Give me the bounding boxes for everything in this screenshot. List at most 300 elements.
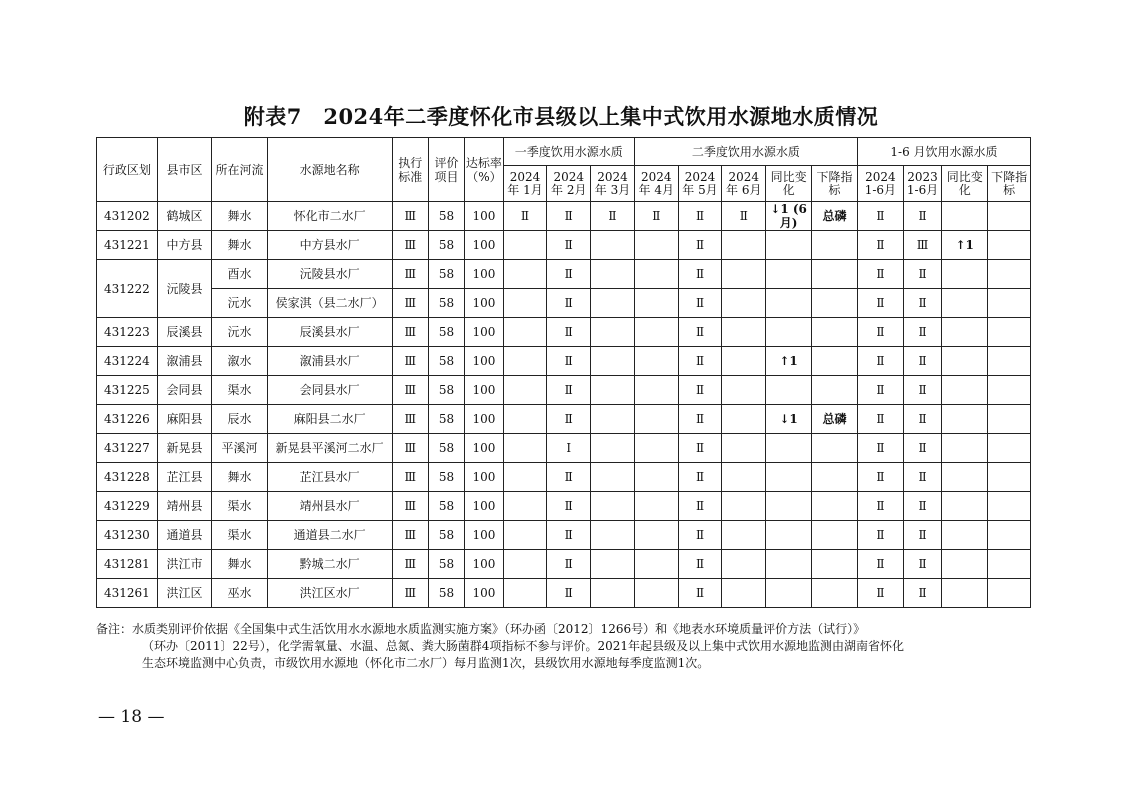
header-county: 县市区 (157, 138, 211, 202)
header-h1: 1-6 月饮用水源水质 (857, 138, 1030, 166)
cell-m2: Ⅱ (547, 521, 591, 550)
table-row (97, 231, 1031, 260)
cell-m2: Ⅱ (547, 347, 591, 376)
cell-y2024: Ⅱ (857, 550, 903, 579)
cell-m6 (722, 231, 766, 260)
header-code: 行政区划 (97, 138, 158, 202)
cell-m5: Ⅱ (678, 434, 722, 463)
table-row (97, 550, 1031, 579)
cell-dropped2 (988, 579, 1031, 608)
cell-y2023: Ⅱ (903, 202, 941, 231)
cell-rate: 100 (465, 550, 503, 579)
cell-m5: Ⅱ (678, 347, 722, 376)
cell-m3 (591, 434, 635, 463)
cell-m3 (591, 318, 635, 347)
cell-m6 (722, 550, 766, 579)
cell-yoy2 (942, 347, 988, 376)
table-row (97, 405, 1031, 434)
cell-m4 (634, 492, 678, 521)
cell-items: 58 (428, 579, 464, 608)
cell-river: 渠水 (212, 492, 268, 521)
cell-y2023: Ⅱ (903, 260, 941, 289)
cell-dropped2 (988, 318, 1031, 347)
cell-y2023: Ⅱ (903, 463, 941, 492)
cell-source: 溆浦县水厂 (267, 347, 392, 376)
cell-source: 怀化市二水厂 (267, 202, 392, 231)
cell-y2024: Ⅱ (857, 347, 903, 376)
cell-m6 (722, 260, 766, 289)
cell-rate: 100 (465, 579, 503, 608)
cell-y2024: Ⅱ (857, 202, 903, 231)
cell-m4: Ⅱ (634, 202, 678, 231)
cell-rate: 100 (465, 463, 503, 492)
cell-dropped (812, 463, 858, 492)
cell-m5: Ⅱ (678, 376, 722, 405)
cell-standard: Ⅲ (392, 347, 428, 376)
cell-code: 431261 (97, 579, 158, 608)
cell-m2: Ⅱ (547, 550, 591, 579)
cell-m4 (634, 550, 678, 579)
cell-county: 新晃县 (157, 434, 211, 463)
cell-y2023: Ⅱ (903, 550, 941, 579)
cell-m3 (591, 550, 635, 579)
table-row (97, 579, 1031, 608)
cell-m1 (503, 231, 547, 260)
cell-standard: Ⅲ (392, 521, 428, 550)
cell-m4 (634, 579, 678, 608)
page-title: 附表7 2024年二季度怀化市县级以上集中式饮用水源地水质情况 (243, 104, 879, 129)
cell-m5: Ⅱ (678, 492, 722, 521)
cell-y2024: Ⅱ (857, 405, 903, 434)
cell-rate: 100 (465, 492, 503, 521)
cell-river: 舞水 (212, 463, 268, 492)
cell-code: 431230 (97, 521, 158, 550)
cell-m6 (722, 434, 766, 463)
cell-river: 酉水 (212, 260, 268, 289)
cell-yoy2 (942, 521, 988, 550)
cell-m3 (591, 492, 635, 521)
notes (96, 621, 1041, 672)
cell-m1 (503, 492, 547, 521)
cell-m4 (634, 434, 678, 463)
cell-m6: Ⅱ (722, 202, 766, 231)
cell-source: 中方县水厂 (267, 231, 392, 260)
cell-county: 沅陵县 (157, 260, 211, 318)
cell-m6 (722, 579, 766, 608)
header-yoy2: 同比变化 (942, 166, 988, 202)
cell-source: 会同县水厂 (267, 376, 392, 405)
cell-y2023: Ⅲ (903, 231, 941, 260)
cell-river: 渠水 (212, 376, 268, 405)
cell-dropped (812, 260, 858, 289)
cell-m1 (503, 260, 547, 289)
header-2023-h1: 2023 1-6月 (903, 166, 941, 202)
table-row (97, 318, 1031, 347)
cell-county: 辰溪县 (157, 318, 211, 347)
cell-items: 58 (428, 202, 464, 231)
header-q2: 二季度饮用水源水质 (634, 138, 857, 166)
cell-m2: Ⅱ (547, 579, 591, 608)
cell-yoy (766, 434, 812, 463)
cell-dropped: 总磷 (812, 405, 858, 434)
cell-yoy2 (942, 289, 988, 318)
cell-m5: Ⅱ (678, 318, 722, 347)
cell-source: 靖州县水厂 (267, 492, 392, 521)
cell-dropped2 (988, 550, 1031, 579)
cell-y2023: Ⅱ (903, 405, 941, 434)
cell-m1 (503, 521, 547, 550)
cell-m5: Ⅱ (678, 231, 722, 260)
cell-yoy2 (942, 434, 988, 463)
cell-m2: Ⅱ (547, 492, 591, 521)
cell-river: 溆水 (212, 347, 268, 376)
header-month: 2024 年 3月 (591, 166, 635, 202)
cell-y2024: Ⅱ (857, 492, 903, 521)
header-q1: 一季度饮用水源水质 (503, 138, 634, 166)
table-row (97, 260, 1031, 289)
cell-source: 通道县二水厂 (267, 521, 392, 550)
cell-y2023: Ⅱ (903, 318, 941, 347)
cell-m2: Ⅱ (547, 376, 591, 405)
header-month: 2024 年 1月 (503, 166, 547, 202)
table-row (97, 434, 1031, 463)
cell-code: 431225 (97, 376, 158, 405)
cell-river: 渠水 (212, 521, 268, 550)
cell-standard: Ⅲ (392, 463, 428, 492)
cell-items: 58 (428, 231, 464, 260)
cell-dropped2 (988, 231, 1031, 260)
cell-m3 (591, 260, 635, 289)
cell-standard: Ⅲ (392, 289, 428, 318)
cell-dropped (812, 434, 858, 463)
notes-line-3: 生态环境监测中心负责，市级饮用水源地（怀化市二水厂）每月监测1次，县级饮用水源地每季度监测1次。 (142, 656, 710, 670)
cell-y2024: Ⅱ (857, 289, 903, 318)
cell-m3 (591, 347, 635, 376)
cell-m6 (722, 492, 766, 521)
cell-rate: 100 (465, 260, 503, 289)
cell-y2023: Ⅱ (903, 289, 941, 318)
cell-m5: Ⅱ (678, 289, 722, 318)
cell-m3: Ⅱ (591, 202, 635, 231)
cell-dropped2 (988, 376, 1031, 405)
cell-m1 (503, 289, 547, 318)
cell-yoy2 (942, 550, 988, 579)
cell-county: 芷江县 (157, 463, 211, 492)
cell-source: 黔城二水厂 (267, 550, 392, 579)
cell-items: 58 (428, 376, 464, 405)
cell-y2024: Ⅱ (857, 579, 903, 608)
cell-m1 (503, 434, 547, 463)
cell-items: 58 (428, 405, 464, 434)
cell-standard: Ⅲ (392, 550, 428, 579)
cell-dropped (812, 492, 858, 521)
cell-m6 (722, 347, 766, 376)
cell-dropped2 (988, 492, 1031, 521)
cell-y2024: Ⅱ (857, 260, 903, 289)
cell-source: 辰溪县水厂 (267, 318, 392, 347)
cell-standard: Ⅲ (392, 231, 428, 260)
cell-y2024: Ⅱ (857, 463, 903, 492)
cell-dropped (812, 579, 858, 608)
cell-code: 431227 (97, 434, 158, 463)
cell-dropped2 (988, 260, 1031, 289)
cell-county: 靖州县 (157, 492, 211, 521)
cell-yoy (766, 289, 812, 318)
cell-m2: Ⅱ (547, 289, 591, 318)
cell-standard: Ⅲ (392, 492, 428, 521)
cell-county: 鹤城区 (157, 202, 211, 231)
page-number: — 18 — (98, 707, 165, 727)
cell-code: 431228 (97, 463, 158, 492)
cell-yoy: ↓1 (766, 405, 812, 434)
cell-dropped (812, 376, 858, 405)
header-yoy: 同比变化 (766, 166, 812, 202)
water-quality-table (96, 137, 1031, 608)
cell-m3 (591, 405, 635, 434)
header-source: 水源地名称 (267, 138, 392, 202)
cell-dropped2 (988, 521, 1031, 550)
cell-dropped2 (988, 434, 1031, 463)
header-month: 2024 年 4月 (634, 166, 678, 202)
cell-m1: Ⅱ (503, 202, 547, 231)
header-dropped2: 下降指标 (988, 166, 1031, 202)
cell-dropped2 (988, 289, 1031, 318)
cell-rate: 100 (465, 202, 503, 231)
cell-m5: Ⅱ (678, 521, 722, 550)
cell-items: 58 (428, 492, 464, 521)
cell-m6 (722, 463, 766, 492)
cell-yoy (766, 463, 812, 492)
cell-m1 (503, 579, 547, 608)
cell-m4 (634, 405, 678, 434)
cell-standard: Ⅲ (392, 434, 428, 463)
cell-m2: Ⅱ (547, 231, 591, 260)
cell-m3 (591, 579, 635, 608)
cell-rate: 100 (465, 347, 503, 376)
notes-line-2: （环办〔2011〕22号），化学需氧量、水温、总氮、粪大肠菌群4项指标不参与评价。2021年起县级及以上集中式饮用水源地监测由湖南省怀化 (142, 639, 904, 653)
cell-dropped2 (988, 347, 1031, 376)
cell-m2: Ⅱ (547, 463, 591, 492)
cell-yoy2 (942, 202, 988, 231)
cell-source: 沅陵县水厂 (267, 260, 392, 289)
cell-dropped: 总磷 (812, 202, 858, 231)
cell-rate: 100 (465, 405, 503, 434)
cell-code: 431229 (97, 492, 158, 521)
table-row (97, 202, 1031, 231)
cell-standard: Ⅲ (392, 579, 428, 608)
cell-m1 (503, 376, 547, 405)
cell-yoy (766, 318, 812, 347)
cell-dropped (812, 347, 858, 376)
cell-m4 (634, 289, 678, 318)
cell-rate: 100 (465, 376, 503, 405)
cell-m3 (591, 231, 635, 260)
cell-items: 58 (428, 260, 464, 289)
cell-yoy (766, 521, 812, 550)
cell-m4 (634, 376, 678, 405)
cell-m5: Ⅱ (678, 579, 722, 608)
cell-m3 (591, 289, 635, 318)
table-row (97, 492, 1031, 521)
cell-dropped (812, 521, 858, 550)
cell-m4 (634, 521, 678, 550)
cell-code: 431222 (97, 260, 158, 318)
cell-source: 洪江区水厂 (267, 579, 392, 608)
cell-yoy: ↓1 (6月) (766, 202, 812, 231)
cell-county: 麻阳县 (157, 405, 211, 434)
cell-m5: Ⅱ (678, 405, 722, 434)
cell-code: 431226 (97, 405, 158, 434)
cell-m1 (503, 463, 547, 492)
cell-source: 芷江县水厂 (267, 463, 392, 492)
cell-yoy (766, 579, 812, 608)
cell-m3 (591, 376, 635, 405)
cell-river: 巫水 (212, 579, 268, 608)
cell-m6 (722, 405, 766, 434)
cell-items: 58 (428, 318, 464, 347)
cell-y2023: Ⅱ (903, 521, 941, 550)
header-month: 2024 年 6月 (722, 166, 766, 202)
cell-m4 (634, 463, 678, 492)
cell-dropped2 (988, 202, 1031, 231)
cell-m5: Ⅱ (678, 260, 722, 289)
cell-yoy2: ↑1 (942, 231, 988, 260)
cell-dropped (812, 318, 858, 347)
cell-yoy2 (942, 376, 988, 405)
cell-yoy (766, 550, 812, 579)
header-items: 评价项目 (428, 138, 464, 202)
table-row (97, 521, 1031, 550)
cell-county: 溆浦县 (157, 347, 211, 376)
cell-yoy (766, 376, 812, 405)
cell-county: 中方县 (157, 231, 211, 260)
cell-yoy2 (942, 405, 988, 434)
cell-code: 431202 (97, 202, 158, 231)
header-month: 2024 年 2月 (547, 166, 591, 202)
cell-yoy2 (942, 463, 988, 492)
cell-m3 (591, 521, 635, 550)
header-rate: 达标率（%） (465, 138, 503, 202)
cell-y2023: Ⅱ (903, 376, 941, 405)
cell-items: 58 (428, 550, 464, 579)
table-row (97, 347, 1031, 376)
cell-m2: Ⅱ (547, 260, 591, 289)
cell-m2: Ⅱ (547, 405, 591, 434)
header-2024-h1: 2024 1-6月 (857, 166, 903, 202)
cell-rate: 100 (465, 434, 503, 463)
cell-standard: Ⅲ (392, 405, 428, 434)
cell-m1 (503, 550, 547, 579)
cell-source: 新晃县平溪河二水厂 (267, 434, 392, 463)
cell-county: 洪江市 (157, 550, 211, 579)
cell-m2: Ⅱ (547, 202, 591, 231)
cell-dropped (812, 289, 858, 318)
header-standard: 执行标准 (392, 138, 428, 202)
cell-standard: Ⅲ (392, 318, 428, 347)
cell-county: 通道县 (157, 521, 211, 550)
cell-m5: Ⅱ (678, 463, 722, 492)
cell-y2024: Ⅱ (857, 521, 903, 550)
cell-dropped (812, 231, 858, 260)
header-river: 所在河流 (212, 138, 268, 202)
cell-items: 58 (428, 521, 464, 550)
cell-items: 58 (428, 463, 464, 492)
cell-y2024: Ⅱ (857, 434, 903, 463)
cell-river: 舞水 (212, 202, 268, 231)
table-row (97, 463, 1031, 492)
table-row (97, 289, 1031, 318)
cell-yoy (766, 260, 812, 289)
cell-dropped2 (988, 463, 1031, 492)
cell-code: 431281 (97, 550, 158, 579)
cell-river: 辰水 (212, 405, 268, 434)
cell-m6 (722, 318, 766, 347)
cell-m1 (503, 347, 547, 376)
cell-yoy2 (942, 260, 988, 289)
cell-m2: Ⅰ (547, 434, 591, 463)
cell-river: 沅水 (212, 318, 268, 347)
cell-m5: Ⅱ (678, 202, 722, 231)
cell-rate: 100 (465, 289, 503, 318)
cell-standard: Ⅲ (392, 260, 428, 289)
cell-river: 沅水 (212, 289, 268, 318)
cell-source: 侯家淇（县二水厂） (267, 289, 392, 318)
cell-y2024: Ⅱ (857, 318, 903, 347)
cell-code: 431221 (97, 231, 158, 260)
cell-dropped2 (988, 405, 1031, 434)
cell-river: 平溪河 (212, 434, 268, 463)
cell-yoy (766, 492, 812, 521)
cell-code: 431223 (97, 318, 158, 347)
cell-y2024: Ⅱ (857, 376, 903, 405)
cell-items: 58 (428, 347, 464, 376)
cell-m1 (503, 318, 547, 347)
cell-source: 麻阳县二水厂 (267, 405, 392, 434)
cell-m6 (722, 521, 766, 550)
header-dropped: 下降指标 (812, 166, 858, 202)
cell-m4 (634, 347, 678, 376)
cell-items: 58 (428, 289, 464, 318)
cell-river: 舞水 (212, 550, 268, 579)
cell-yoy2 (942, 318, 988, 347)
cell-rate: 100 (465, 318, 503, 347)
cell-m3 (591, 463, 635, 492)
cell-yoy2 (942, 579, 988, 608)
cell-rate: 100 (465, 231, 503, 260)
cell-y2023: Ⅱ (903, 347, 941, 376)
cell-y2023: Ⅱ (903, 434, 941, 463)
cell-yoy: ↑1 (766, 347, 812, 376)
notes-line-1: 水质类别评价依据《全国集中式生活饮用水水源地水质监测实施方案》（环办函〔2012〕1266号）和《地表水环境质量评价方法（试行）》 (132, 622, 866, 636)
cell-y2024: Ⅱ (857, 231, 903, 260)
cell-standard: Ⅲ (392, 202, 428, 231)
cell-rate: 100 (465, 521, 503, 550)
cell-y2023: Ⅱ (903, 492, 941, 521)
cell-standard: Ⅲ (392, 376, 428, 405)
cell-county: 会同县 (157, 376, 211, 405)
cell-m1 (503, 405, 547, 434)
cell-dropped (812, 550, 858, 579)
cell-y2023: Ⅱ (903, 579, 941, 608)
cell-county: 洪江区 (157, 579, 211, 608)
table-row (97, 376, 1031, 405)
cell-m4 (634, 260, 678, 289)
cell-m4 (634, 231, 678, 260)
cell-m6 (722, 376, 766, 405)
cell-yoy (766, 231, 812, 260)
cell-m5: Ⅱ (678, 550, 722, 579)
cell-river: 舞水 (212, 231, 268, 260)
